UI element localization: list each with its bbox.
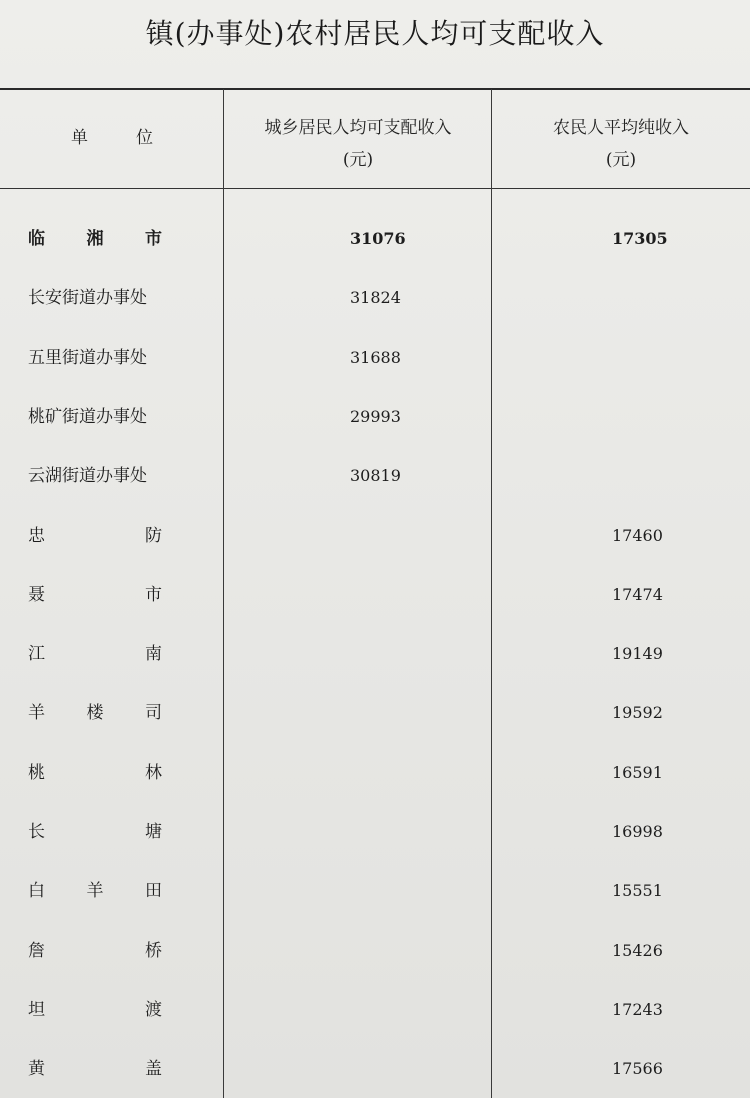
unit-name-cell: 临 湘 市	[28, 229, 162, 249]
header-farmer-label: 农民人平均纯收入	[553, 118, 689, 138]
header-unit: 单位	[71, 128, 201, 148]
table-row	[0, 219, 750, 259]
farmer-income-cell: 16591	[612, 763, 663, 782]
header-farmer-income	[492, 112, 750, 176]
farmer-income-cell: 17460	[612, 526, 663, 545]
farmer-income-cell: 17474	[612, 585, 663, 604]
table-row	[0, 456, 750, 496]
table-row	[0, 1049, 750, 1089]
unit-name-cell: 江 南	[28, 644, 162, 664]
unit-name-cell: 黄 盖	[28, 1059, 162, 1079]
unit-name-cell: 羊 楼 司	[28, 703, 162, 723]
table-row	[0, 278, 750, 318]
unit-name-cell: 聂 市	[28, 585, 162, 605]
unit-name-cell: 詹 桥	[28, 941, 162, 961]
unit-name-cell: 坦 渡	[28, 1000, 162, 1020]
table-row	[0, 990, 750, 1030]
unit-name-cell: 忠 防	[28, 526, 162, 546]
table-top-rule	[0, 88, 750, 90]
urban-rural-income-cell: 31076	[350, 229, 406, 248]
header-urban-rural-label: 城乡居民人均可支配收入	[264, 118, 452, 138]
urban-rural-income-cell: 31688	[350, 348, 401, 367]
table-row	[0, 575, 750, 615]
header-urban-rural-income	[224, 112, 492, 176]
farmer-income-cell: 15426	[612, 941, 663, 960]
farmer-income-cell: 17243	[612, 1000, 663, 1019]
unit-name-cell: 云湖街道办事处	[28, 466, 147, 486]
farmer-income-cell: 19592	[612, 703, 663, 722]
header-farmer-unit: (元)	[605, 150, 637, 170]
unit-name-cell: 白 羊 田	[28, 881, 162, 901]
urban-rural-income-cell: 30819	[350, 466, 401, 485]
page-title: 镇(办事处)农村居民人均可支配收入	[145, 17, 605, 50]
table-row	[0, 693, 750, 733]
farmer-income-cell: 17566	[612, 1059, 663, 1078]
table-row	[0, 634, 750, 674]
urban-rural-income-cell: 29993	[350, 407, 401, 426]
table-row	[0, 812, 750, 852]
farmer-income-cell: 15551	[612, 881, 663, 900]
farmer-income-cell: 16998	[612, 822, 663, 841]
table-header-rule	[0, 188, 750, 189]
urban-rural-income-cell: 31824	[350, 288, 401, 307]
unit-name-cell: 桃矿街道办事处	[28, 407, 147, 427]
farmer-income-cell: 17305	[612, 229, 668, 248]
table-row	[0, 338, 750, 378]
table-row	[0, 516, 750, 556]
unit-name-cell: 长 塘	[28, 822, 162, 842]
table-row	[0, 871, 750, 911]
table-row	[0, 931, 750, 971]
farmer-income-cell: 19149	[612, 644, 663, 663]
table-row	[0, 397, 750, 437]
unit-name-cell: 长安街道办事处	[28, 288, 147, 308]
unit-name-cell: 五里街道办事处	[28, 348, 147, 368]
table-row	[0, 753, 750, 793]
header-urban-rural-unit: (元)	[342, 150, 374, 170]
unit-name-cell: 桃 林	[28, 763, 162, 783]
